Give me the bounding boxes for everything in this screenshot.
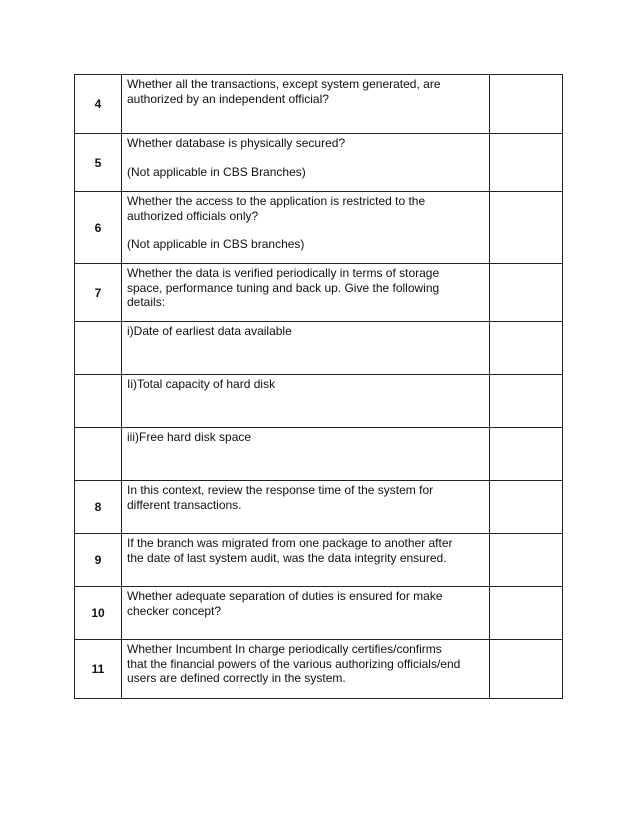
answer-cell	[490, 640, 563, 699]
table-row	[75, 640, 563, 699]
question-cell	[122, 264, 490, 322]
row-number: 6	[75, 192, 122, 264]
question-text: Ii)Total capacity of hard disk	[127, 377, 276, 391]
table-row	[75, 534, 563, 587]
row-number	[75, 428, 122, 481]
question-text: users are defined correctly in the system.	[127, 671, 346, 685]
question-text: that the financial powers of the various authorizing officials/end	[127, 656, 461, 671]
question-text: i)Date of earliest data available	[127, 324, 292, 338]
row-number	[75, 322, 122, 375]
table-row	[75, 192, 563, 264]
table-row	[75, 264, 563, 322]
answer-cell	[490, 264, 563, 322]
table-row	[75, 322, 563, 375]
question-text: different transactions.	[127, 497, 242, 512]
question-text: If the branch was migrated from one package to another after	[127, 536, 453, 550]
question-cell	[122, 75, 490, 134]
question-cell	[122, 322, 490, 375]
answer-cell	[490, 428, 563, 481]
row-number: 8	[75, 481, 122, 534]
table-row	[75, 134, 563, 192]
question-cell	[122, 428, 490, 481]
row-number: 5	[75, 134, 122, 192]
table-row	[75, 375, 563, 428]
answer-cell	[490, 75, 563, 134]
question-text: Whether adequate separation of duties is ensured for make	[127, 589, 443, 603]
answer-cell	[490, 134, 563, 192]
question-cell	[122, 534, 490, 587]
question-text: Whether the data is verified periodically in terms of storage	[127, 266, 440, 280]
answer-cell	[490, 587, 563, 640]
audit-checklist-table	[74, 74, 563, 699]
question-cell	[122, 587, 490, 640]
question-text: Whether database is physically secured?	[127, 136, 346, 150]
table-row	[75, 481, 563, 534]
row-number: 11	[75, 640, 122, 699]
answer-cell	[490, 375, 563, 428]
answer-cell	[490, 481, 563, 534]
question-text: authorized by an independent official?	[127, 91, 329, 106]
table-row	[75, 587, 563, 640]
question-text: the date of last system audit, was the data integrity ensured.	[127, 550, 447, 565]
table-row	[75, 75, 563, 134]
answer-cell	[490, 534, 563, 587]
question-cell	[122, 481, 490, 534]
question-text: Whether all the transactions, except system generated, are	[127, 77, 441, 91]
row-number	[75, 375, 122, 428]
question-text: iii)Free hard disk space	[127, 430, 252, 444]
question-text: checker concept?	[127, 603, 222, 618]
answer-cell	[490, 322, 563, 375]
row-number: 10	[75, 587, 122, 640]
question-text: authorized officials only?	[127, 208, 259, 223]
row-number: 7	[75, 264, 122, 322]
table-row	[75, 428, 563, 481]
question-cell	[122, 134, 490, 192]
answer-cell	[490, 192, 563, 264]
question-cell	[122, 192, 490, 264]
question-text: details:	[127, 295, 166, 309]
question-note: (Not applicable in CBS branches)	[127, 237, 305, 251]
row-number: 9	[75, 534, 122, 587]
row-number: 4	[75, 75, 122, 134]
question-text: space, performance tuning and back up. Give the following	[127, 280, 440, 295]
question-cell	[122, 375, 490, 428]
question-text: Whether Incumbent In charge periodically certifies/confirms	[127, 642, 442, 656]
question-text: Whether the access to the application is restricted to the	[127, 194, 426, 208]
question-cell	[122, 640, 490, 699]
question-note: (Not applicable in CBS Branches)	[127, 164, 306, 179]
question-text: In this context, review the response time of the system for	[127, 483, 434, 497]
